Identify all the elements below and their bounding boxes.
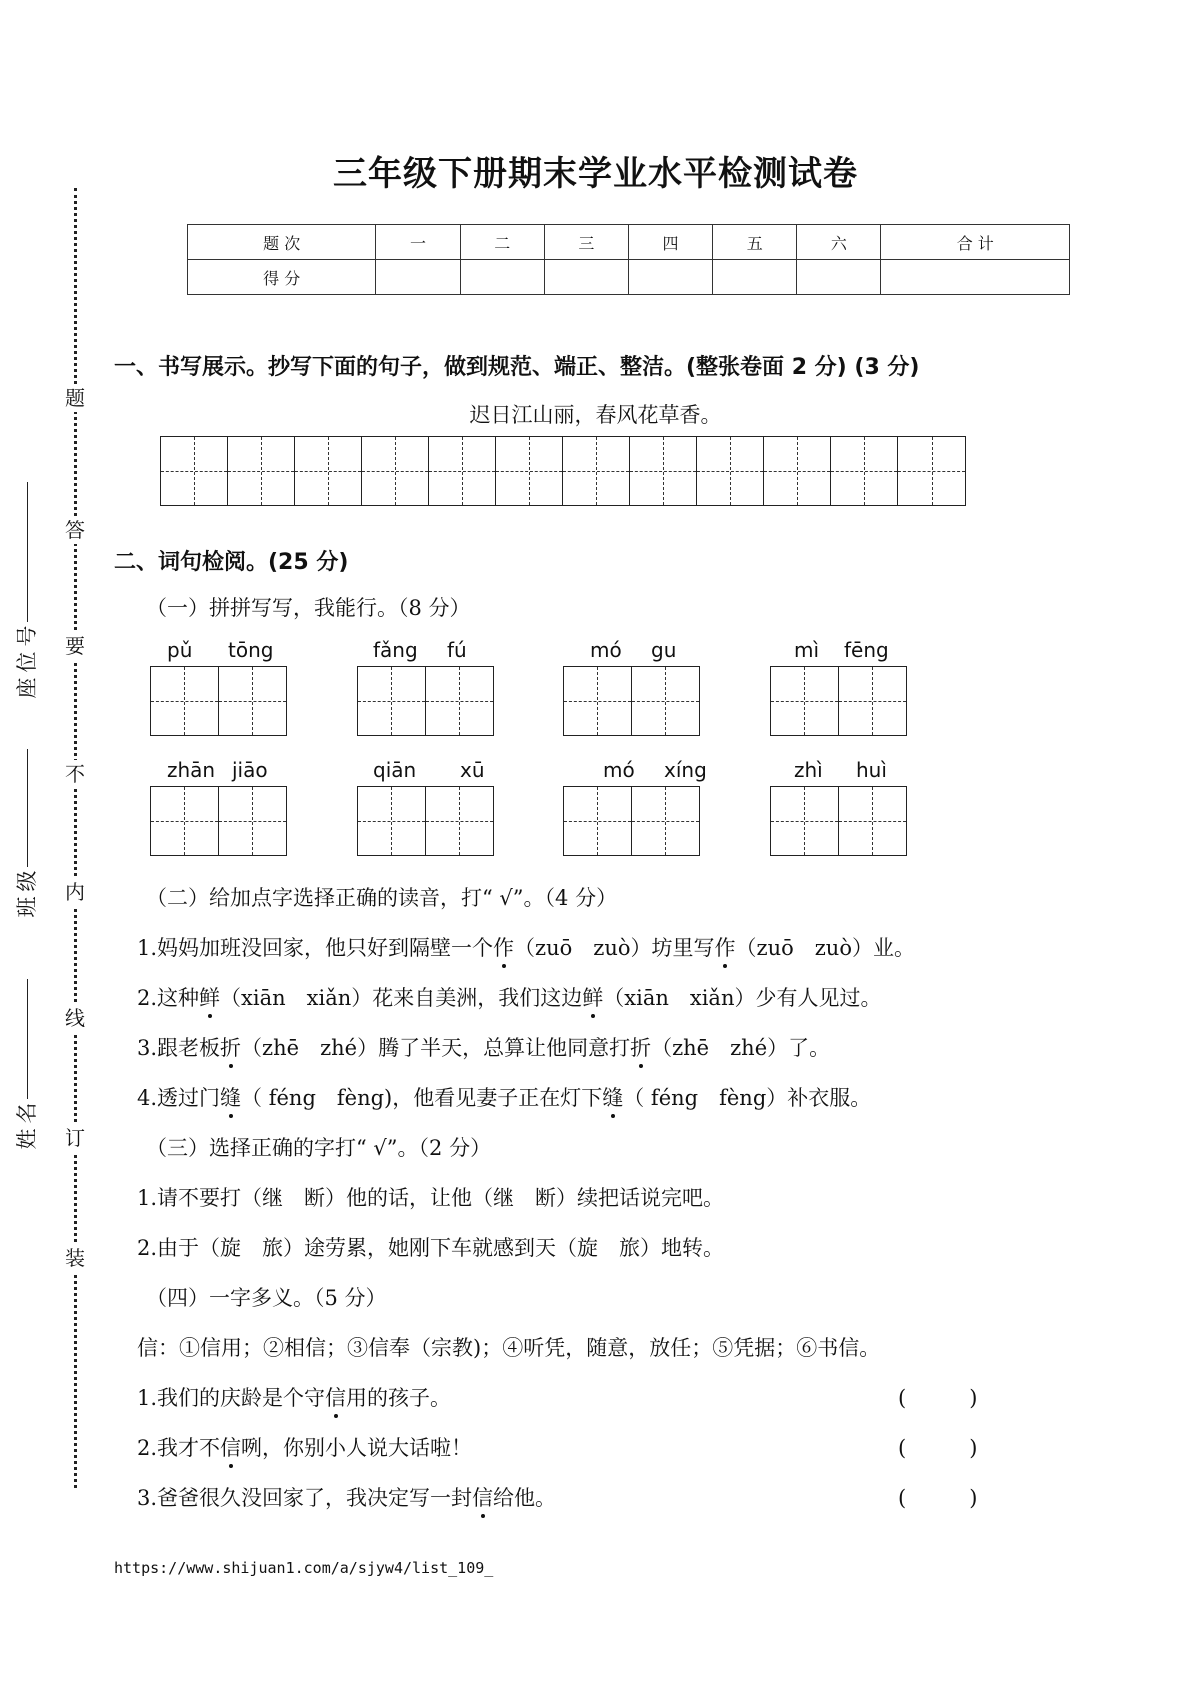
text-segment: （zhē zhé）腾了半天，总算让他同意打: [241, 1036, 631, 1060]
binding-word: 要: [62, 632, 88, 660]
section-heading: 一、书写展示。抄写下面的句子，做到规范、端正、整洁。(整张卷面 2 分) (3 分): [114, 355, 920, 380]
pinyin-block[interactable]: [357, 758, 494, 856]
text-segment: 2.这种: [137, 986, 200, 1010]
table-header-cell: 合 计: [881, 225, 1070, 260]
binding-word: 装: [62, 1244, 88, 1272]
answer-blank[interactable]: ( ): [898, 1436, 978, 1460]
field-label: 名 姓: [15, 1102, 39, 1150]
question-item[interactable]: [137, 1082, 871, 1112]
row-label-cell: 得 分: [188, 260, 376, 295]
writing-cell[interactable]: [161, 437, 228, 505]
text-segment: 1.妈妈加班没回家，他只好到隔壁一个: [137, 936, 494, 960]
page-title: 三年级下册期末学业水平检测试卷: [333, 154, 858, 194]
text-segment: 咧，你别小人说大话啦！: [241, 1436, 473, 1460]
writing-cell[interactable]: [630, 437, 697, 505]
table-row: [188, 260, 1070, 295]
text-segment: （zuō zuò）坊里写: [514, 936, 715, 960]
writing-grid[interactable]: [160, 436, 966, 506]
text-segment: 1.我们的庆龄是个守: [137, 1386, 326, 1410]
writing-cell[interactable]: [831, 437, 898, 505]
table-header-cell: 题 次: [188, 225, 376, 260]
text-segment: （xiān xiǎn）花来自美洲，我们这边: [220, 986, 583, 1010]
question-item[interactable]: [137, 1032, 830, 1062]
pinyin-syllable: xū: [460, 758, 485, 782]
pinyin-block[interactable]: [563, 758, 707, 856]
writing-cell[interactable]: [771, 667, 839, 735]
pinyin-syllable: pǔ: [167, 638, 193, 662]
meaning-list: 信：①信用；②相信；③信奉（宗教)；④听凭，随意，放任；⑤凭据；⑥书信。: [137, 1336, 881, 1360]
dotted-character: 鲜: [582, 982, 603, 1012]
writing-cell[interactable]: [771, 787, 839, 855]
pinyin-syllable: fēng: [844, 638, 889, 662]
name-field[interactable]: [12, 975, 42, 1153]
writing-cell[interactable]: [426, 667, 494, 735]
field-label: 号 位 座: [15, 625, 39, 699]
pinyin-syllable: tōng: [228, 638, 274, 662]
score-table: [187, 224, 1070, 295]
answer-blank[interactable]: ( ): [898, 1486, 978, 1510]
dotted-character: 折: [220, 1032, 241, 1062]
copy-sentence: 迟日江山丽，春风花草香。: [469, 403, 722, 427]
score-input-cell[interactable]: [460, 260, 544, 295]
writing-cell[interactable]: [839, 787, 907, 855]
text-segment: （xiān xiǎn）少有人见过。: [603, 986, 882, 1010]
table-header-cell: 五: [713, 225, 797, 260]
dotted-character: 信: [472, 1482, 493, 1512]
subsection-heading: （一）拼拼写写，我能行。（8 分）: [146, 596, 471, 620]
score-input-cell[interactable]: [797, 260, 881, 295]
text-segment: 2.我才不: [137, 1436, 221, 1460]
pinyin-block[interactable]: [150, 758, 287, 856]
writing-cell[interactable]: [632, 787, 700, 855]
pinyin-block[interactable]: [770, 758, 907, 856]
pinyin-syllable: huì: [856, 758, 887, 782]
text-segment: （zuō zuò）业。: [735, 936, 915, 960]
question-item: [137, 1482, 556, 1512]
pinyin-block[interactable]: [357, 638, 494, 736]
question-item[interactable]: 1.请不要打（继 断）他的话，让他（继 断）续把话说完吧。: [137, 1186, 725, 1210]
writing-cell[interactable]: [362, 437, 429, 505]
writing-cell[interactable]: [898, 437, 965, 505]
binding-dotted-line: [74, 188, 77, 1488]
question-item: [137, 1382, 451, 1412]
writing-cell[interactable]: [496, 437, 563, 505]
dotted-character: 折: [630, 1032, 651, 1062]
dotted-character: 缝: [602, 1082, 623, 1112]
binding-word: 答: [62, 516, 88, 544]
score-input-cell[interactable]: [881, 260, 1070, 295]
pinyin-block[interactable]: [770, 638, 907, 736]
pinyin-syllable: fú: [447, 638, 467, 662]
pinyin-syllable: mó: [603, 758, 635, 782]
dotted-character: 缝: [220, 1082, 241, 1112]
text-segment: 4.透过门: [137, 1086, 221, 1110]
pinyin-syllable: xíng: [664, 758, 707, 782]
class-field[interactable]: [12, 745, 42, 921]
subsection-heading: （三）选择正确的字打“ √”。（2 分）: [146, 1136, 492, 1160]
dotted-character: 鲜: [199, 982, 220, 1012]
score-input-cell[interactable]: [628, 260, 712, 295]
writing-cell[interactable]: [219, 787, 287, 855]
pinyin-block[interactable]: [563, 638, 700, 736]
writing-cell[interactable]: [219, 667, 287, 735]
pinyin-syllable: mó: [590, 638, 622, 662]
pinyin-syllable: mì: [794, 638, 820, 662]
writing-cell[interactable]: [426, 787, 494, 855]
score-input-cell[interactable]: [713, 260, 797, 295]
writing-cell[interactable]: [358, 667, 426, 735]
text-segment: 给他。: [493, 1486, 557, 1510]
text-segment: （ féng fèng）补衣服。: [623, 1086, 872, 1110]
pinyin-syllable: zhì: [794, 758, 823, 782]
writing-cell[interactable]: [839, 667, 907, 735]
fill-line: [27, 979, 28, 1099]
dotted-character: 作: [493, 932, 514, 962]
binding-word: 线: [62, 1004, 88, 1032]
subsection-heading: （二）给加点字选择正确的读音，打“ √”。（4 分）: [146, 886, 618, 910]
writing-cell[interactable]: [151, 787, 219, 855]
writing-cell[interactable]: [295, 437, 362, 505]
pinyin-syllable: zhān: [167, 758, 216, 782]
binding-word: 题: [62, 384, 88, 412]
writing-cell[interactable]: [151, 667, 219, 735]
section-heading: 二、词句检阅。(25 分): [114, 550, 349, 575]
binding-word: 内: [62, 878, 88, 906]
subsection-heading: （四）一字多义。（5 分）: [146, 1286, 387, 1310]
writing-cell[interactable]: [358, 787, 426, 855]
binding-word: 不: [62, 760, 88, 788]
text-segment: （zhē zhé）了。: [651, 1036, 831, 1060]
fill-line: [27, 749, 28, 867]
writing-cell[interactable]: [697, 437, 764, 505]
table-header-cell: 三: [544, 225, 628, 260]
table-row: [188, 225, 1070, 260]
pinyin-syllable: gu: [651, 638, 677, 662]
pinyin-syllable: qiān: [373, 758, 417, 782]
writing-cell[interactable]: [564, 787, 632, 855]
question-item[interactable]: [137, 982, 881, 1012]
writing-cell[interactable]: [564, 667, 632, 735]
text-segment: 3.跟老板: [137, 1036, 221, 1060]
pinyin-syllable: jiāo: [232, 758, 268, 782]
table-header-cell: 四: [628, 225, 712, 260]
text-segment: （ féng fèng)，他看见妻子正在灯下: [241, 1086, 603, 1110]
dotted-character: 信: [220, 1432, 241, 1462]
seat-number-field[interactable]: [12, 478, 42, 702]
footer-url: https://www.shijuan1.com/a/sjyw4/list_109_: [114, 1559, 494, 1577]
writing-cell[interactable]: [764, 437, 831, 505]
dotted-character: 作: [715, 932, 736, 962]
fill-line: [27, 482, 28, 622]
writing-cell[interactable]: [632, 667, 700, 735]
question-item[interactable]: 2.由于（旋 旅）途劳累，她刚下车就感到天（旋 旅）地转。: [137, 1236, 725, 1260]
table-header-cell: 六: [797, 225, 881, 260]
score-input-cell[interactable]: [376, 260, 460, 295]
answer-blank[interactable]: ( ): [898, 1386, 978, 1410]
writing-cell[interactable]: [563, 437, 630, 505]
question-item[interactable]: [137, 932, 915, 962]
pinyin-syllable: fǎng: [373, 638, 418, 662]
field-label: 级 班: [15, 870, 39, 918]
table-header-cell: 二: [460, 225, 544, 260]
pinyin-block[interactable]: [150, 638, 287, 736]
score-input-cell[interactable]: [544, 260, 628, 295]
text-segment: 3.爸爸很久没回家了，我决定写一封: [137, 1486, 473, 1510]
writing-cell[interactable]: [429, 437, 496, 505]
question-item: [137, 1432, 472, 1462]
text-segment: 用的孩子。: [346, 1386, 452, 1410]
dotted-character: 信: [325, 1382, 346, 1412]
binding-word: 订: [62, 1124, 88, 1152]
table-header-cell: 一: [376, 225, 460, 260]
writing-cell[interactable]: [228, 437, 295, 505]
